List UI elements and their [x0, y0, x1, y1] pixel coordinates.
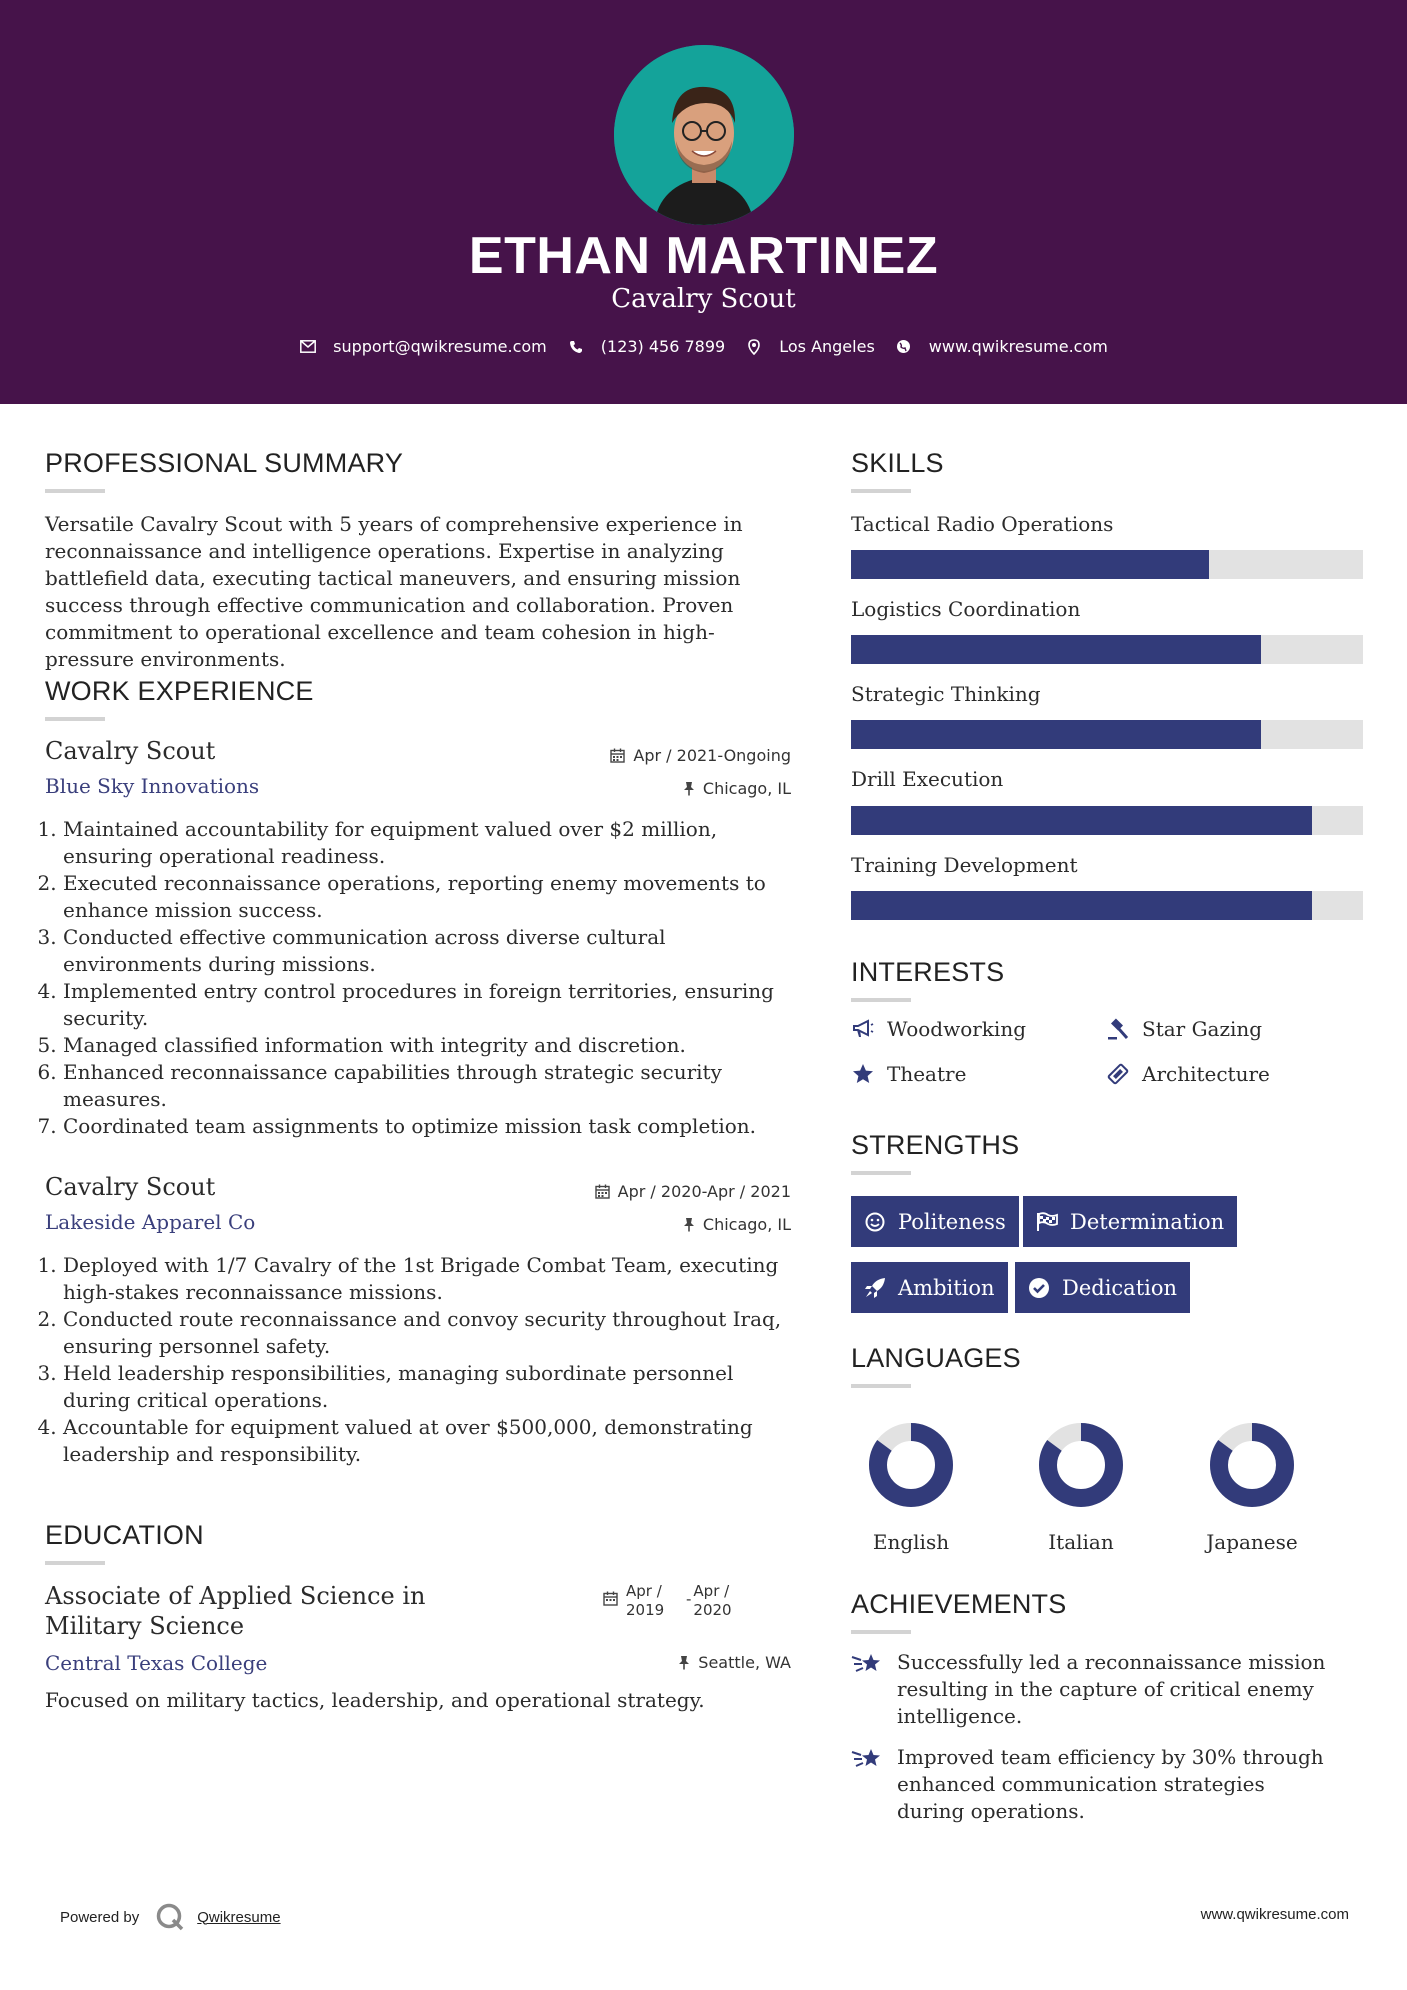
achievement-item: [851, 1649, 1333, 1730]
summary-heading: PROFESSIONAL SUMMARY: [45, 448, 404, 478]
star-icon: [851, 1062, 875, 1086]
phone-text[interactable]: (123) 456 7899: [600, 337, 726, 356]
list-item: 1. Deployed with 1/7 Cavalry of the 1st Brigade Combat Team, executing high-stakes reconnaissance missions.: [63, 1252, 797, 1306]
calendar-icon: [610, 748, 625, 763]
list-item: 2. Executed reconnaissance operations, reporting enemy movements to enhance mission success.: [63, 870, 797, 924]
flag-icon: [1036, 1211, 1058, 1233]
pushpin-icon: [683, 781, 695, 796]
edu-start-date: Apr / 2019: [626, 1582, 665, 1619]
education-divider: [45, 1561, 105, 1565]
qwikresume-logo-icon: [155, 1903, 185, 1931]
language-item: [1192, 1420, 1312, 1554]
strength-label: Politeness: [898, 1209, 1006, 1234]
edu-date-dash: -: [686, 1590, 692, 1608]
language-label: Japanese: [1206, 1530, 1298, 1554]
summary-text: Versatile Cavalry Scout with 5 years of comprehensive experience in reconnaissance and intelligence operations. Expertise in analyzing battlefield data, executing tactical maneuvers, and ensuring mission success through effective communication and collaboration. Proven commitment to operational excellence and team cohesion in high-pressure environments.: [45, 512, 743, 671]
shooting-star-icon: [851, 1744, 885, 1825]
calendar-icon: [603, 1591, 618, 1606]
strengths-heading: STRENGTHS: [851, 1130, 1020, 1160]
achievements-divider: [851, 1630, 911, 1634]
candidate-role: Cavalry Scout: [611, 284, 796, 314]
envelope-icon: [299, 338, 317, 356]
interest-label: Star Gazing: [1142, 1017, 1263, 1041]
list-item: 5. Managed classified information with integrity and discretion.: [63, 1032, 797, 1059]
strength-label: Dedication: [1062, 1275, 1178, 1300]
degree-title: Associate of Applied Science in Military Science: [45, 1582, 426, 1640]
interest-item: [1106, 1062, 1270, 1086]
strength-label: Ambition: [898, 1275, 995, 1300]
language-label: Italian: [1048, 1530, 1114, 1554]
contact-location: [745, 337, 875, 356]
powered-by-text: Powered by: [60, 1908, 140, 1926]
job-title: Cavalry Scout: [45, 1173, 216, 1201]
language-item: [851, 1420, 971, 1554]
skill-bar: [851, 635, 1363, 664]
globe-icon: [895, 338, 913, 356]
job-dates-text: Apr / 2021-Ongoing: [633, 746, 791, 765]
edu-end-date: Apr / 2020: [693, 1582, 732, 1619]
contact-email[interactable]: [299, 337, 547, 356]
strength-badge: [851, 1262, 1008, 1313]
list-item: 7. Coordinated team assignments to optimize mission task completion.: [63, 1113, 797, 1140]
profile-photo: [614, 45, 794, 225]
job-dates: [595, 1182, 791, 1201]
skill-label: Drill Execution: [851, 767, 1004, 791]
check-circle-icon: [1028, 1277, 1050, 1299]
experience-divider: [45, 717, 105, 721]
language-donut: [1036, 1420, 1126, 1510]
shooting-star-icon: [851, 1649, 885, 1730]
contact-bar: [0, 337, 1407, 356]
skill-label: Tactical Radio Operations: [851, 512, 1114, 536]
skill-bar: [851, 550, 1363, 579]
strength-badge: [851, 1196, 1019, 1247]
summary-divider: [45, 489, 105, 493]
interest-item: [851, 1017, 1026, 1041]
website-text[interactable]: www.qwikresume.com: [928, 337, 1108, 356]
job-location: [683, 1215, 791, 1234]
skills-divider: [851, 489, 911, 493]
strength-label: Determination: [1070, 1209, 1225, 1234]
strength-badge: [1015, 1262, 1190, 1313]
education-location: [678, 1653, 791, 1672]
list-item: 1. Maintained accountability for equipment valued over $2 million, ensuring operational readiness.: [63, 816, 797, 870]
school-name[interactable]: Central Texas College: [45, 1651, 268, 1675]
skill-label: Strategic Thinking: [851, 682, 1041, 706]
education-description: Focused on military tactics, leadership, and operational strategy.: [45, 1688, 705, 1712]
contact-phone[interactable]: [567, 337, 725, 356]
job-location: [683, 779, 791, 798]
education-dates: [603, 1582, 737, 1620]
job-dates-text: Apr / 2020-Apr / 2021: [617, 1182, 791, 1201]
list-item: 4. Implemented entry control procedures in foreign territories, ensuring security.: [63, 978, 797, 1032]
skill-bar: [851, 806, 1363, 835]
job-location-text: Chicago, IL: [702, 1215, 791, 1234]
email-text[interactable]: support@qwikresume.com: [333, 337, 547, 356]
experience-heading: WORK EXPERIENCE: [45, 676, 314, 706]
language-label: English: [872, 1530, 950, 1554]
contact-website[interactable]: [895, 337, 1108, 356]
list-item: 3. Conducted effective communication across diverse cultural environments during missions.: [63, 924, 797, 978]
skill-bar: [851, 720, 1363, 749]
skill-bar-fill: [851, 806, 1312, 835]
education-heading: EDUCATION: [45, 1520, 204, 1550]
interest-item: [1106, 1017, 1262, 1041]
list-item: 3. Held leadership responsibilities, managing subordinate personnel during critical operations.: [63, 1360, 797, 1414]
job-dates: [610, 746, 791, 765]
languages-divider: [851, 1384, 911, 1388]
interest-label: Woodworking: [887, 1017, 1027, 1041]
languages-heading: LANGUAGES: [851, 1343, 1021, 1373]
achievement-item: [851, 1744, 1333, 1825]
phone-icon: [567, 338, 585, 356]
list-item: 2. Conducted route reconnaissance and convoy security throughout Iraq, ensuring personnel safety.: [63, 1306, 797, 1360]
language-donut: [1207, 1420, 1297, 1510]
job-location-text: Chicago, IL: [702, 779, 791, 798]
skill-label: Logistics Coordination: [851, 597, 1081, 621]
interest-label: Architecture: [1142, 1062, 1270, 1086]
footer-powered-by: [60, 1903, 281, 1931]
strengths-divider: [851, 1171, 911, 1175]
smile-icon: [864, 1211, 886, 1233]
list-item: 4. Accountable for equipment valued at over $500,000, demonstrating leadership and responsibility.: [63, 1414, 797, 1468]
gavel-icon: [1106, 1017, 1130, 1041]
rocket-icon: [864, 1277, 886, 1299]
job-company[interactable]: Lakeside Apparel Co: [45, 1210, 256, 1234]
skill-bar-fill: [851, 720, 1261, 749]
bullhorn-icon: [851, 1017, 875, 1041]
location-text: Los Angeles: [779, 337, 875, 356]
education-location-text: Seattle, WA: [698, 1653, 791, 1672]
job-bullets: [45, 816, 797, 1140]
skill-bar-fill: [851, 550, 1209, 579]
job-company[interactable]: Blue Sky Innovations: [45, 774, 260, 798]
strength-badge: [1023, 1196, 1237, 1247]
calendar-icon: [595, 1184, 610, 1199]
ticket-icon: [1106, 1062, 1130, 1086]
resume-header: [0, 0, 1407, 404]
skill-bar-fill: [851, 635, 1261, 664]
interest-item: [851, 1062, 966, 1086]
achievement-text: Improved team efficiency by 30% through enhanced communication strategies during operations.: [897, 1745, 1324, 1823]
achievements-heading: ACHIEVEMENTS: [851, 1589, 1067, 1619]
interests-divider: [851, 998, 911, 1002]
candidate-name: ETHAN MARTINEZ: [468, 227, 939, 285]
interests-heading: INTERESTS: [851, 957, 1005, 987]
skill-bar: [851, 891, 1363, 920]
qwikresume-link[interactable]: Qwikresume: [197, 1908, 281, 1926]
job-title: Cavalry Scout: [45, 737, 216, 765]
pushpin-icon: [683, 1217, 695, 1232]
map-pin-icon: [745, 338, 763, 356]
interest-label: Theatre: [887, 1062, 967, 1086]
footer-website[interactable]: www.qwikresume.com: [1200, 1906, 1349, 1923]
skill-bar-fill: [851, 891, 1312, 920]
skills-heading: SKILLS: [851, 448, 944, 478]
pushpin-icon: [678, 1655, 690, 1670]
list-item: 6. Enhanced reconnaissance capabilities through strategic security measures.: [63, 1059, 797, 1113]
achievement-text: Successfully led a reconnaissance mission resulting in the capture of critical enemy intelligence.: [897, 1650, 1326, 1728]
language-item: [1021, 1420, 1141, 1554]
skill-label: Training Development: [851, 853, 1078, 877]
job-bullets: [45, 1252, 797, 1468]
language-donut: [866, 1420, 956, 1510]
